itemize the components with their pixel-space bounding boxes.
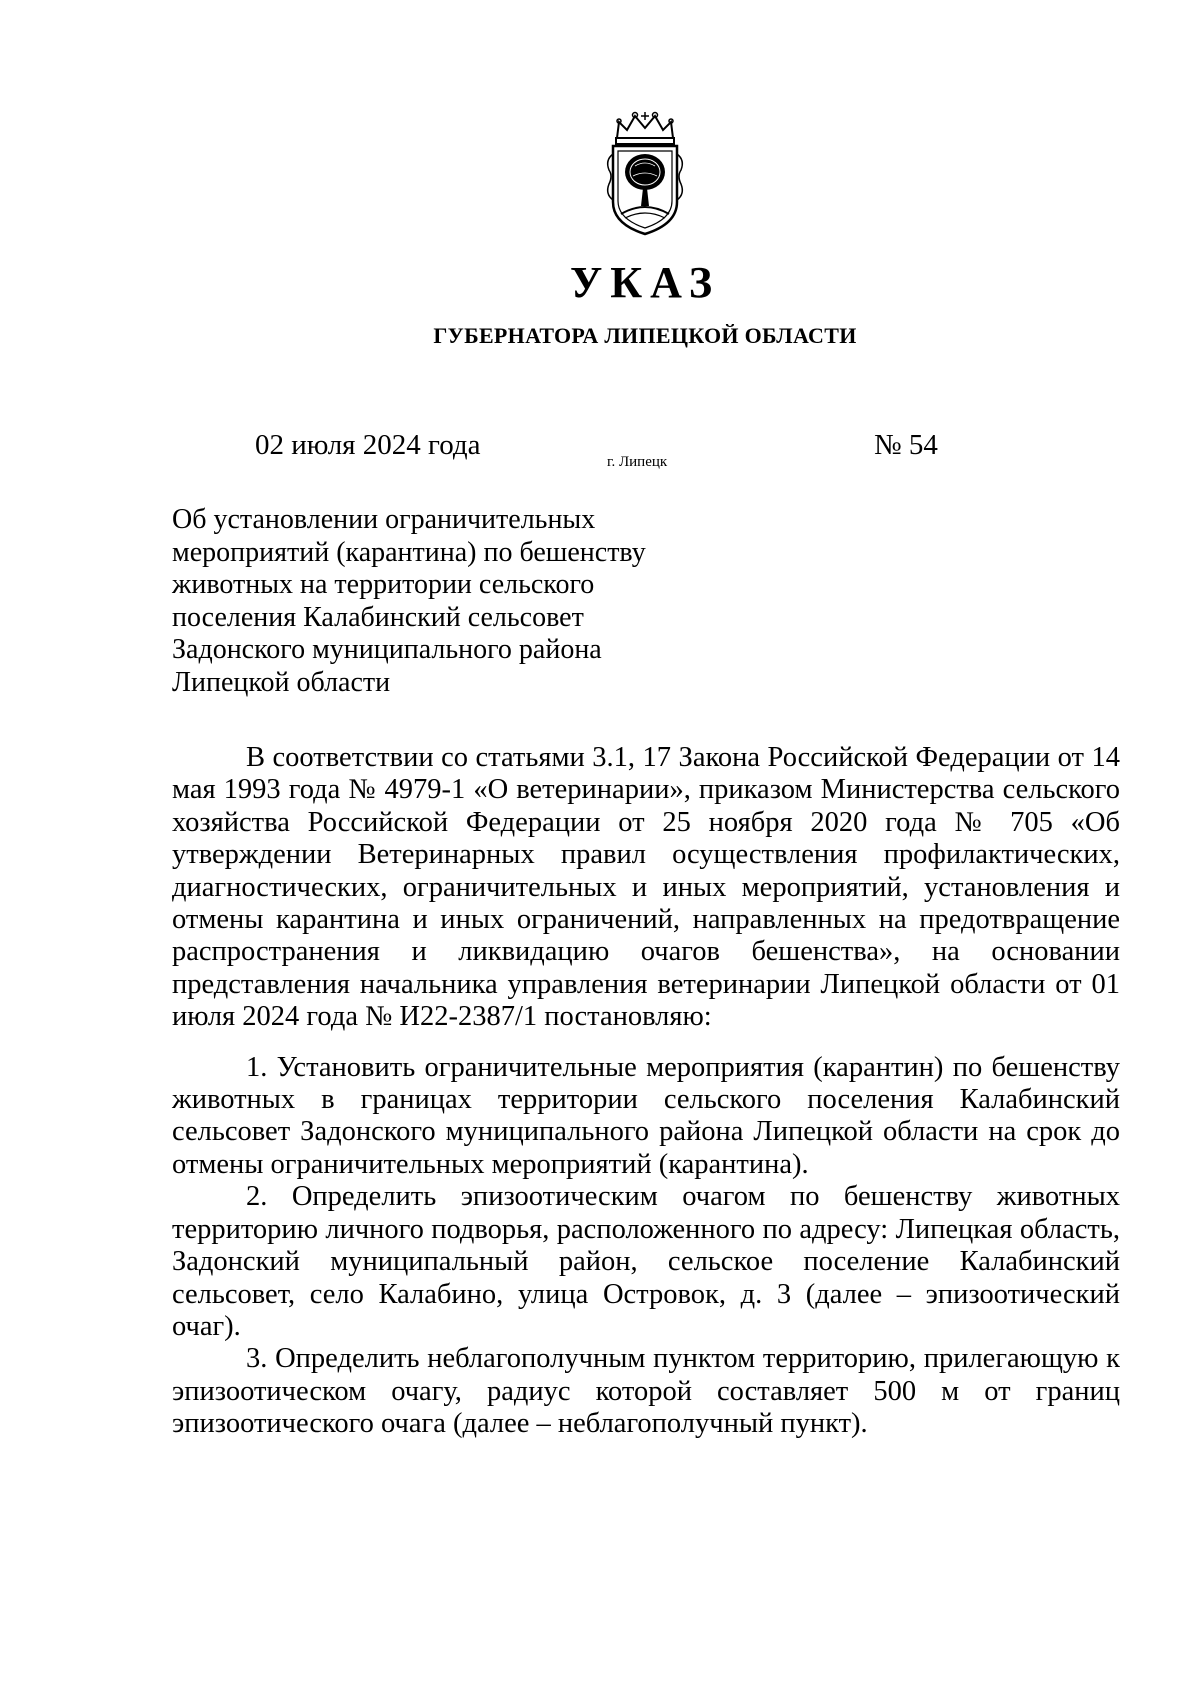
document-subject: Об установлении ограничительных мероприятий (карантина) по бешенству животных на территории сельского поселения Калабинский сельсовет Задонского муниципального района Липецкой области xyxy=(172,504,646,698)
document-city: г. Липецк xyxy=(607,454,668,470)
coat-of-arms-icon xyxy=(601,110,689,240)
document-body xyxy=(172,742,1120,1441)
document-issuer: ГУБЕРНАТОРА ЛИПЕЦКОЙ ОБЛАСТИ xyxy=(433,323,857,348)
body-intro-paragraph: В соответствии со статьями 3.1, 17 Закона Российской Федерации от 14 мая 1993 года № 4979-1 «О ветеринарии», приказом Министерства сельского хозяйства Российской Федерации от 25 ноября 2020 года № 705 «Об утверждении Ветеринарных правил осуществления профилактических, диагностических, ограничительных и иных мероприятий, установления и отмены карантина и иных ограничений, направленных на предотвращение распространения и ликвидацию очагов бешенства», на основании представления начальника управления ветеринарии Липецкой области от 01 июля 2024 года № И22-2387/1 постановляю: xyxy=(172,742,1120,1033)
body-item-1: 1. Установить ограничительные мероприятия (карантин) по бешенству животных в границах территории сельского поселения Калабинский сельсовет Задонского муниципального района Липецкой области на срок до отмены ограничительных мероприятий (карантина). xyxy=(172,1051,1120,1180)
document-number: № 54 xyxy=(874,429,938,461)
body-item-3: 3. Определить неблагополучным пунктом территорию, прилегающую к эпизоотическом очагу, радиус которой составляет 500 м от границ эпизоотического очага (далее – неблагополучный пункт). xyxy=(172,1343,1120,1440)
document-date: 02 июля 2024 года xyxy=(255,429,481,461)
document-title: УКАЗ xyxy=(569,258,721,307)
body-item-2: 2. Определить эпизоотическим очагом по бешенству животных территорию личного подворья, расположенного по адресу: Липецкая область, Задонский муниципальный район, сельское поселение Калабинский сельсовет, село Калабино, улица Островок, д. 3 (далее – эпизоотический очаг). xyxy=(172,1181,1120,1342)
